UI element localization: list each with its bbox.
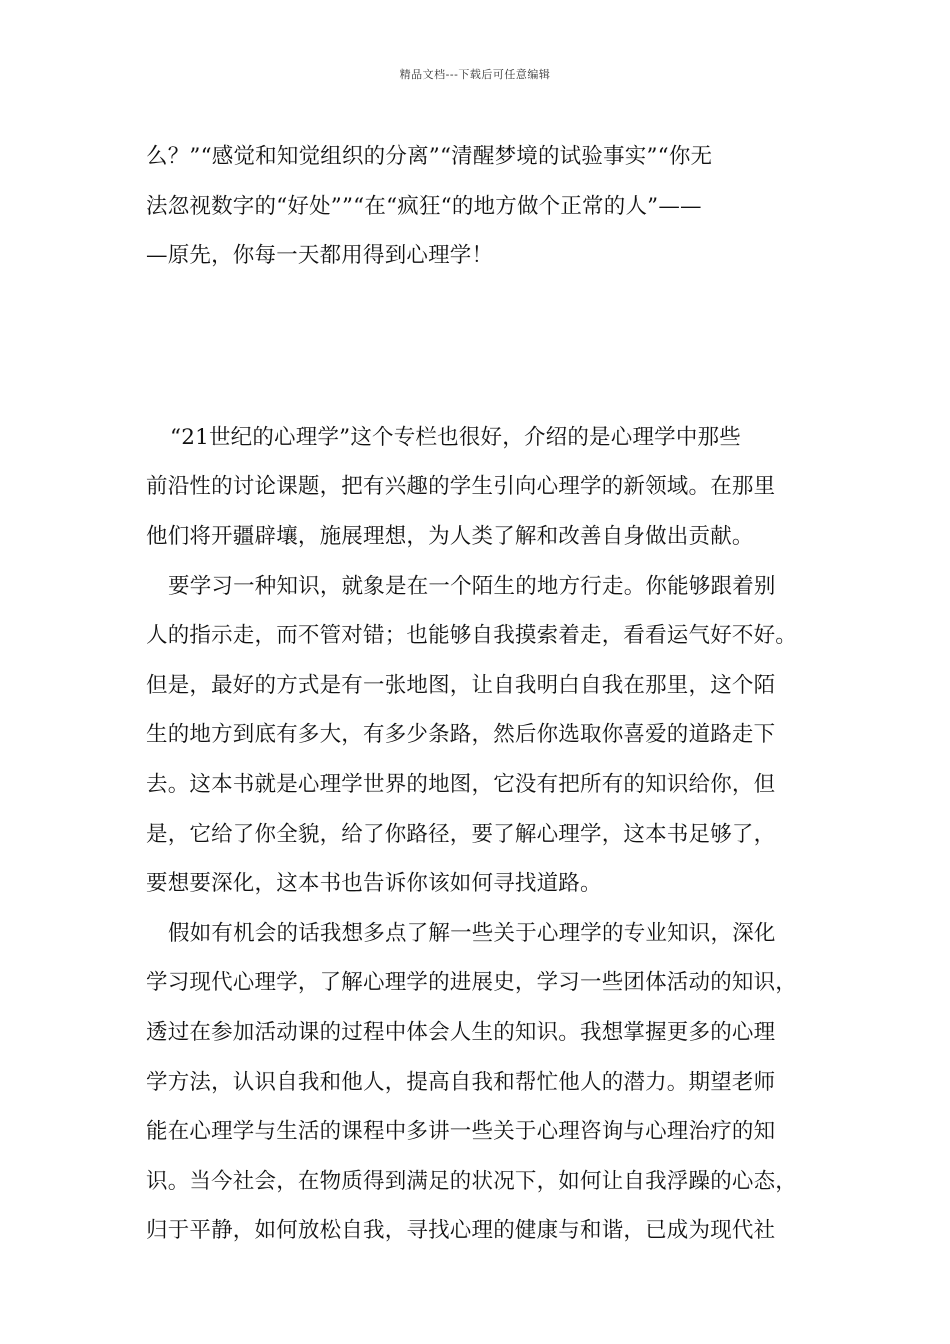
text-line: 他们将开疆辟壤，施展理想，为人类了解和改善自身做出贡献。 — [146, 523, 754, 549]
text-line: 归于平静，如何放松自我，寻找心理的健康与和谐，已成为现代社 — [146, 1218, 776, 1244]
text-line: 识。当今社会，在物质得到满足的状况下，如何让自我浮躁的心态， — [146, 1168, 798, 1194]
paragraph-spacer — [146, 281, 818, 413]
text-line: 透过在参加活动课的过程中体会人生的知识。我想掌握更多的心理 — [146, 1019, 776, 1045]
paragraph — [146, 413, 818, 562]
text-line: 法忽视数字的“好处””“在“疯狂“的地方做个正常的人”—— — [146, 193, 702, 219]
paragraph — [146, 909, 818, 1256]
text-line: 学习现代心理学，了解心理学的进展史，学习一些团体活动的知识， — [146, 970, 798, 996]
document-body — [146, 132, 818, 1256]
text-line: 去。这本书就是心理学世界的地图，它没有把所有的知识给你，但 — [146, 771, 776, 797]
text-line: 么？”“感觉和知觉组织的分离”“清醒梦境的试验事实”“你无 — [146, 144, 713, 169]
text-line: 学方法，认识自我和他人，提高自我和帮忙他人的潜力。期望老师 — [146, 1069, 776, 1095]
text-line: 要学习一种知识，就象是在一个陌生的地方行走。你能够跟着别 — [168, 573, 776, 599]
text-line: 能在心理学与生活的课程中多讲一些关于心理咨询与心理治疗的知 — [146, 1119, 776, 1145]
text-line: “21世纪的心理学”这个专栏也很好，介绍的是心理学中那些 — [170, 424, 741, 450]
page-header: 精品文档---下载后可任意编辑 — [399, 68, 551, 81]
paragraph — [146, 132, 818, 281]
text-line: 人的指示走，而不管对错；也能够自我摸索着走，看看运气好不好。 — [146, 623, 798, 649]
text-line: 是，它给了你全貌，给了你路径，要了解心理学，这本书足够了， — [146, 821, 776, 847]
text-line: 要想要深化，这本书也告诉你该如何寻找道路。 — [146, 871, 602, 897]
text-line: 假如有机会的话我想多点了解一些关于心理学的专业知识，深化 — [168, 920, 776, 946]
text-line: 但是，最好的方式是有一张地图，让自我明白自我在那里，这个陌 — [146, 672, 776, 698]
text-line: 前沿性的讨论课题，把有兴趣的学生引向心理学的新领域。在那里 — [146, 474, 776, 500]
text-line: 生的地方到底有多大，有多少条路，然后你选取你喜爱的道路走下 — [146, 722, 776, 748]
text-line: —原先，你每一天都用得到心理学！ — [146, 243, 494, 269]
paragraph — [146, 562, 818, 909]
